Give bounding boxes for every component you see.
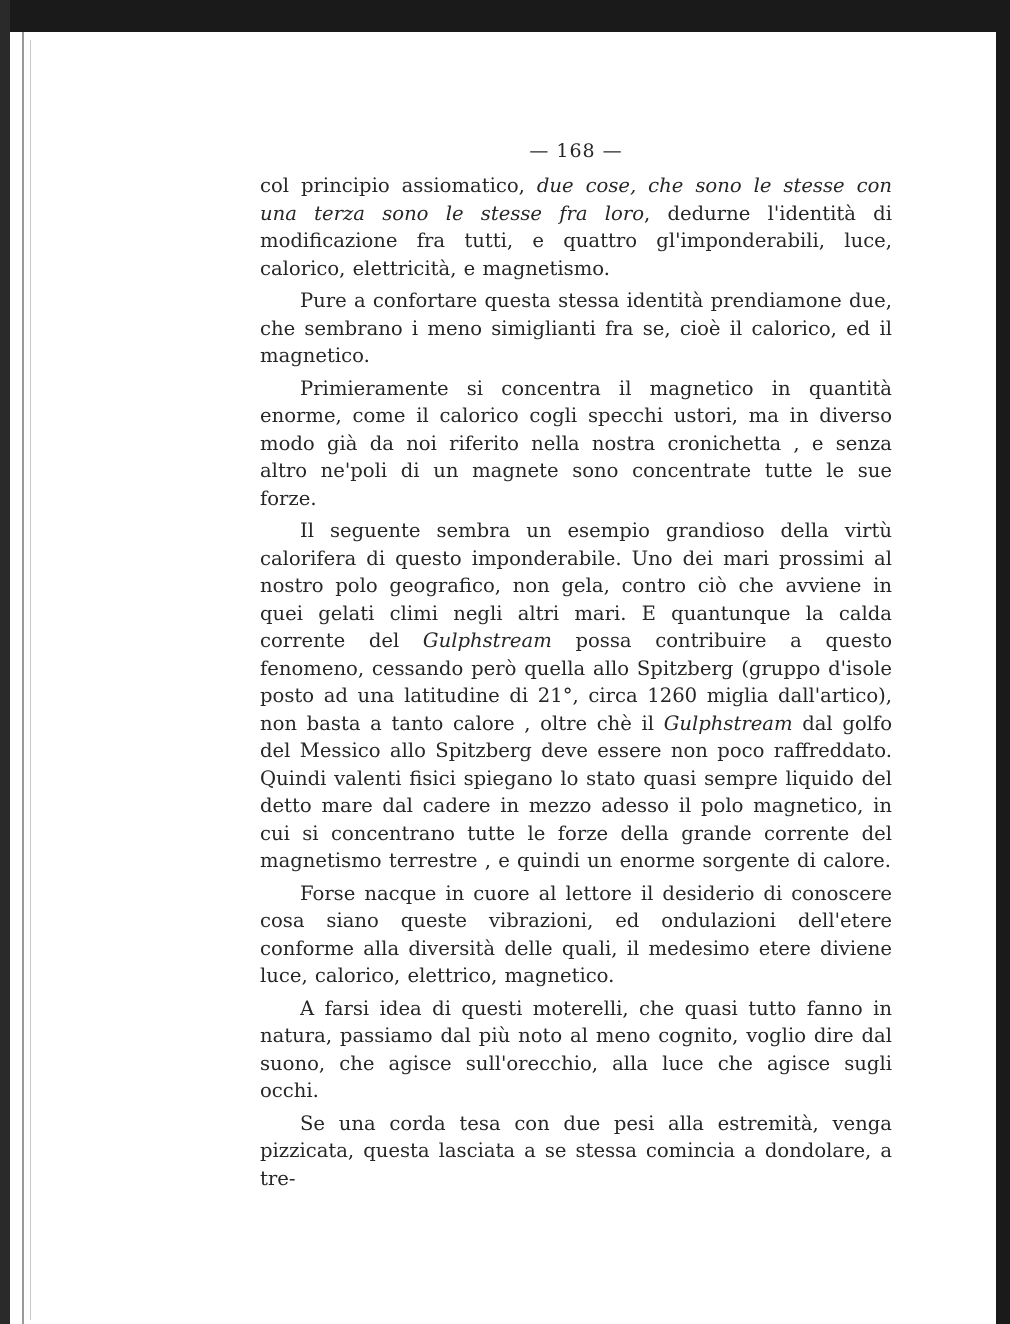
scan-border-top	[0, 0, 1010, 32]
text-segment: Il seguente sembra un esempio grandioso della virtù calorifera di questo imponderabile. Uno dei mari prossimi al nostro polo geografico, non gela, contro ciò che avviene in quei gelati climi negli altri mari. E quantunque la calda corrente del	[260, 519, 892, 652]
paragraph	[260, 172, 892, 282]
page-edge-shadow-inner	[30, 40, 31, 1320]
italic-text: Gulphstream	[663, 711, 793, 735]
paragraph	[260, 995, 892, 1105]
text-segment: possa contribuire a questo fenomeno, cessando però quella allo Spitzberg (gruppo d'isole posto ad una latitudine di 21°, circa 1260 miglia dall'artico), non basta a tanto calore , oltre chè il	[260, 629, 892, 735]
paragraph	[260, 517, 892, 875]
page-edge-shadow	[22, 32, 24, 1324]
text-segment: Se una corda tesa con due pesi alla estremità, venga pizzicata, questa lasciata a se stessa comincia a dondolare, a tre-	[260, 1111, 892, 1190]
text-segment: , dedurne l'identità di modificazione fra tutti, e quattro gl'imponderabili, luce, calorico, elettricità, e magnetismo.	[260, 201, 892, 280]
text-segment: A farsi idea di questi moterelli, che quasi tutto fanno in natura, passiamo dal più noto al meno cognito, voglio dire dal suono, che agisce sull'orecchio, alla luce che agisce sugli occhi.	[260, 996, 892, 1102]
italic-text: due cose, che sono le stesse con una terza sono le stesse fra loro	[260, 174, 892, 225]
text-segment: col principio assiomatico,	[260, 174, 537, 197]
paragraph	[260, 1110, 892, 1193]
text-segment: dal golfo del Messico allo Spitzberg deve essere non poco raffreddato. Quindi valenti fisici spiegano lo stato quasi sempre liquido del detto mare dal cadere in mezzo adesso il polo magnetico, in cui si concentrano tutte le forze della grande corrente del magnetismo terrestre , e quindi un enorme sorgente di calore.	[260, 711, 892, 872]
body-text	[260, 172, 892, 1192]
text-segment: Forse nacque in cuore al lettore il desiderio di conoscere cosa siano queste vibrazioni, ed ondulazioni dell'etere conforme alla diversità delle quali, il medesimo etere diviene luce, calorico, elettrico, magnetico.	[260, 881, 892, 987]
scan-border-right	[996, 0, 1010, 1324]
text-segment: Primieramente si concentra il magnetico in quantità enorme, come il calorico cogli specchi ustori, ma in diverso modo già da noi riferito nella nostra cronichetta , e senza altro ne'poli di un magnete sono concentrate tutte le sue forze.	[260, 376, 892, 510]
document-page	[260, 140, 892, 1197]
scan-border-left	[0, 0, 10, 1324]
paragraph	[260, 375, 892, 513]
paragraph	[260, 287, 892, 370]
paragraph	[260, 880, 892, 990]
italic-text: Gulphstream	[422, 629, 552, 652]
page-number: — 168 —	[529, 140, 623, 162]
text-segment: Pure a confortare questa stessa identità prendiamone due, che sembrano i meno simiglianti fra se, cioè il calorico, ed il magnetico.	[260, 289, 892, 367]
